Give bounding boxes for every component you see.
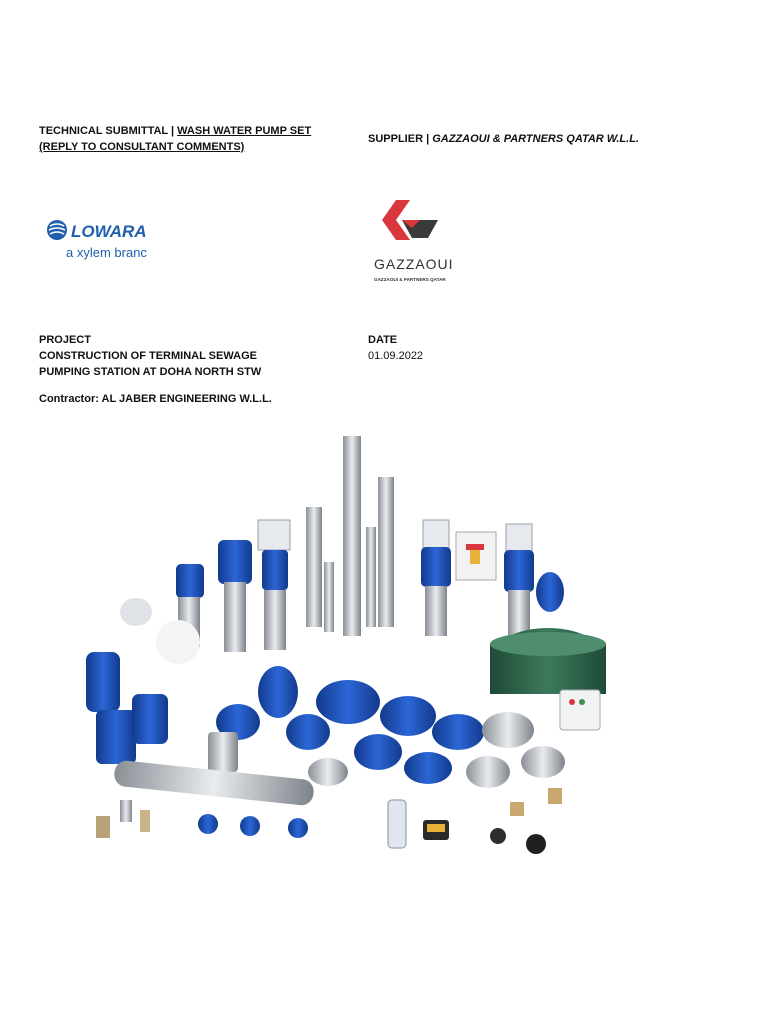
gazzaoui-mark-icon [382,200,438,240]
contractor: Contractor: AL JABER ENGINEERING W.L.L. [39,393,272,405]
project-label: PROJECT [39,334,91,346]
date-label: DATE [368,334,398,346]
project-block [39,332,329,380]
gazzaoui-logo [372,198,462,288]
project-line-2: PUMPING STATION AT DOHA NORTH STW [39,366,262,378]
date-block [368,332,568,364]
submittal-header [39,123,339,155]
gazzaoui-sub: GAZZAOUI & PARTNERS QATAR [374,277,446,282]
date-value: 01.09.2022 [368,350,424,362]
gazzaoui-name: GAZZAOUI [374,256,454,272]
lowara-logo-graphic [44,218,174,264]
project-line-1: CONSTRUCTION OF TERMINAL SEWAGE [39,350,257,362]
submittal-subtitle: (REPLY TO CONSULTANT COMMENTS) [39,141,245,153]
lowara-tagline: a xylem branc [66,245,147,260]
pumps-illustration [78,432,618,860]
gazzaoui-logo-graphic [372,198,462,288]
submittal-title: WASH WATER PUMP SET [177,125,312,137]
pumps-product-image [78,432,618,860]
supplier-name: GAZZAOUI & PARTNERS QATAR W.L.L. [432,133,639,145]
submittal-label: TECHNICAL SUBMITTAL | [39,125,175,137]
lowara-swirl-icon [47,220,67,240]
lowara-name: LOWARA [71,222,147,241]
supplier-label: SUPPLIER | [368,133,430,145]
supplier-header [368,131,748,147]
lowara-logo [44,218,174,264]
